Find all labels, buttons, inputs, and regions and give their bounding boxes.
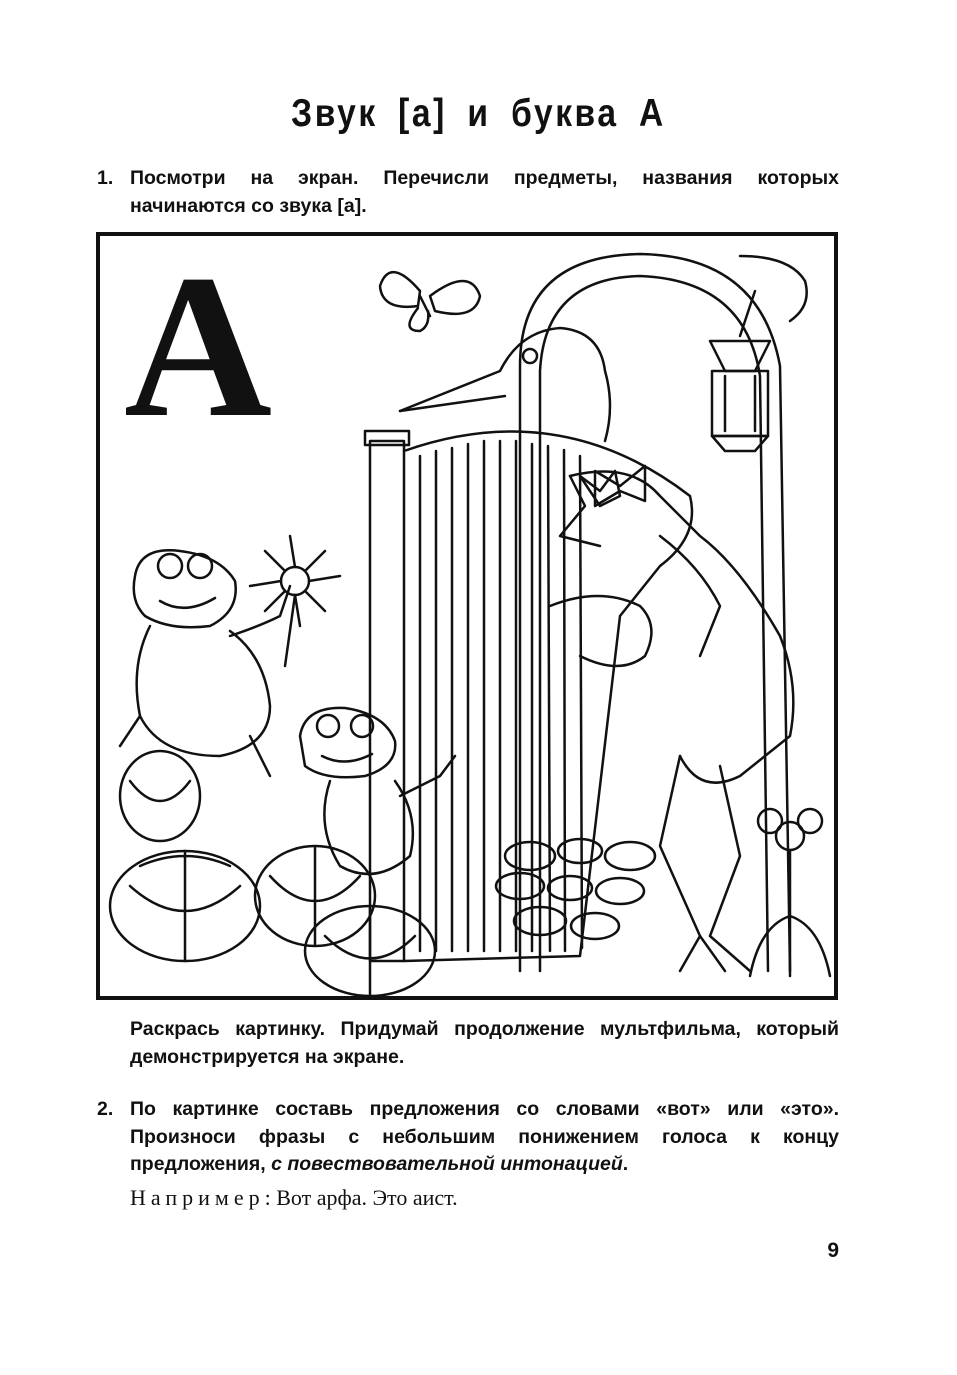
example-line [130,1185,458,1211]
example-label: Например [130,1185,265,1210]
illustration-frame [96,232,838,1000]
harp-icon [365,431,692,961]
page-title: Звук [а] и буква А [291,92,666,135]
stork-icon [400,328,793,971]
page-number: 9 [827,1239,839,1262]
task-2-emphasis: с повествовательной интонацией [271,1153,623,1175]
frog-2-icon [300,708,455,874]
daisy-icon [250,536,340,666]
task-1 [97,165,839,220]
arch [520,254,790,971]
task-1-text: Посмотри на экран. Перечисли предметы, названия которых начинаются со звука [а]. [130,167,839,217]
example-text: : Вот арфа. Это аист. [264,1185,458,1210]
task-2-text: По картинке составь предложения со словами «вот» или «это». Произноси фразы с небольшим понижением голоса к концу предложения, [130,1098,839,1175]
butterfly-icon [380,272,480,331]
task-2 [97,1096,839,1179]
task-1-number: 1. [97,167,114,189]
watermelons-icon [110,751,435,996]
task-2-body [130,1096,839,1179]
task-2-number: 2. [97,1098,114,1120]
coloring-illustration [100,233,834,996]
lantern-icon [710,256,807,451]
illustration-caption: Раскрась картинку. Придумай продолжение мультфильма, который демонстрируется на экране. [130,1018,839,1068]
task-2-end: . [622,1153,629,1175]
bush-flower-icon [750,809,830,976]
big-letter-a: А [124,233,273,460]
